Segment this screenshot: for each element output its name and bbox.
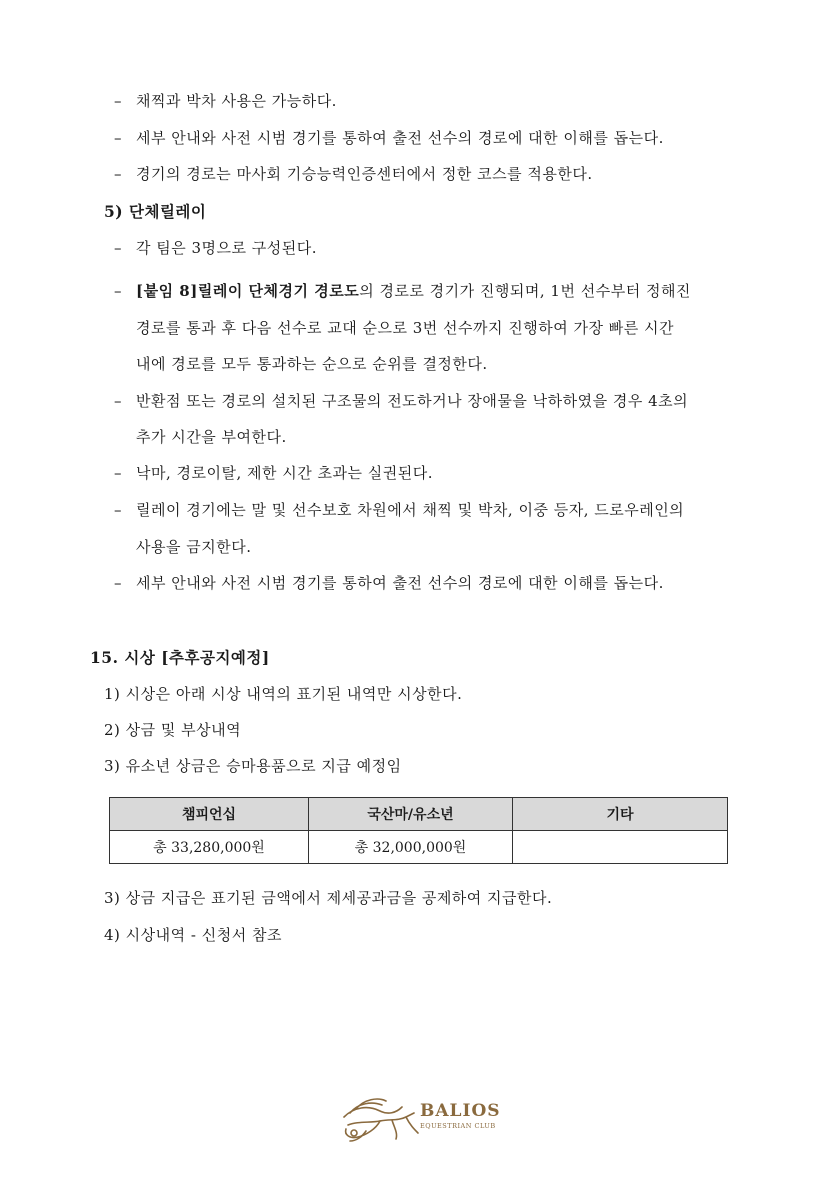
list-item-continuation: 경로를 통과 후 다음 선수로 교대 순으로 3번 선수까지 진행하여 가장 빠른 시간	[136, 319, 674, 337]
list-item-text: 각 팀은 3명으로 구성된다.	[136, 239, 318, 257]
section-title: 15. 시상 [추후공지예정]	[90, 648, 270, 667]
list-item	[114, 127, 664, 148]
table-cell	[513, 831, 728, 864]
numbered-item: 4) 시상내역 - 신청서 참조	[104, 926, 282, 944]
list-item-continuation: 내에 경로를 모두 통과하는 순으로 순위를 결정한다.	[136, 355, 488, 373]
brand-subtitle: EQUESTRIAN CLUB	[420, 1122, 496, 1130]
list-item	[114, 163, 593, 184]
list-item-text: 반환점 또는 경로의 설치된 구조물의 전도하거나 장애물을 낙하하였을 경우 4초의	[136, 392, 689, 410]
numbered-item: 2) 상금 및 부상내역	[104, 721, 242, 739]
list-item-continuation: 추가 시간을 부여한다.	[136, 428, 287, 446]
list-item-text: 채찍과 박차 사용은 가능하다.	[136, 92, 337, 110]
list-item-text: 경기의 경로는 마사회 기승능력인증센터에서 정한 코스를 적용한다.	[136, 165, 593, 183]
list-item	[114, 237, 317, 258]
table-cell: 총 32,000,000원	[309, 831, 513, 864]
bullet-dash: –	[114, 464, 122, 482]
numbered-item: 1) 시상은 아래 시상 내역의 표기된 내역만 시상한다.	[104, 685, 463, 703]
list-item	[114, 462, 433, 483]
bullet-dash: –	[114, 239, 122, 257]
list-item	[114, 280, 691, 301]
table-header-row	[110, 798, 728, 831]
bullet-dash: –	[114, 165, 122, 183]
list-item	[114, 499, 684, 520]
bullet-dash: –	[114, 501, 122, 519]
numbered-item: 3) 상금 지급은 표기된 금액에서 제세공과금을 공제하여 지급한다.	[104, 889, 553, 907]
list-item-text: 낙마, 경로이탈, 제한 시간 초과는 실권된다.	[136, 464, 433, 482]
list-item	[114, 390, 688, 411]
bullet-dash: –	[114, 92, 122, 110]
prize-table	[109, 797, 728, 864]
list-item-text: 세부 안내와 사전 시범 경기를 통하여 출전 선수의 경로에 대한 이해를 돕는다.	[136, 129, 664, 147]
list-item	[114, 572, 664, 593]
brand-logo	[420, 1101, 501, 1130]
subsection-title: 5) 단체릴레이	[104, 202, 207, 221]
bullet-dash: –	[114, 129, 122, 147]
list-item-text: 의 경로로 경기가 진행되며, 1번 선수부터 정해진	[359, 282, 691, 300]
table-row	[110, 831, 728, 864]
bullet-dash: –	[114, 282, 122, 300]
bullet-dash: –	[114, 574, 122, 592]
table-header-cell: 국산마/유소년	[309, 798, 513, 831]
attachment-reference: [붙임 8]릴레이 단체경기 경로도	[136, 282, 360, 300]
list-item-continuation: 사용을 금지한다.	[136, 538, 252, 556]
bullet-dash: –	[114, 392, 122, 410]
list-item-text: 세부 안내와 사전 시범 경기를 통하여 출전 선수의 경로에 대한 이해를 돕는다.	[136, 574, 664, 592]
list-item	[114, 90, 337, 111]
table-header-cell: 기타	[513, 798, 728, 831]
list-item-text: 릴레이 경기에는 말 및 선수보호 차원에서 채찍 및 박차, 이중 등자, 드로우레인의	[136, 501, 685, 519]
table-cell: 총 33,280,000원	[110, 831, 309, 864]
numbered-item: 3) 유소년 상금은 승마용품으로 지급 예정임	[104, 757, 402, 775]
table-header-cell: 챔피언십	[110, 798, 309, 831]
brand-name: BALIOS	[420, 1101, 501, 1121]
